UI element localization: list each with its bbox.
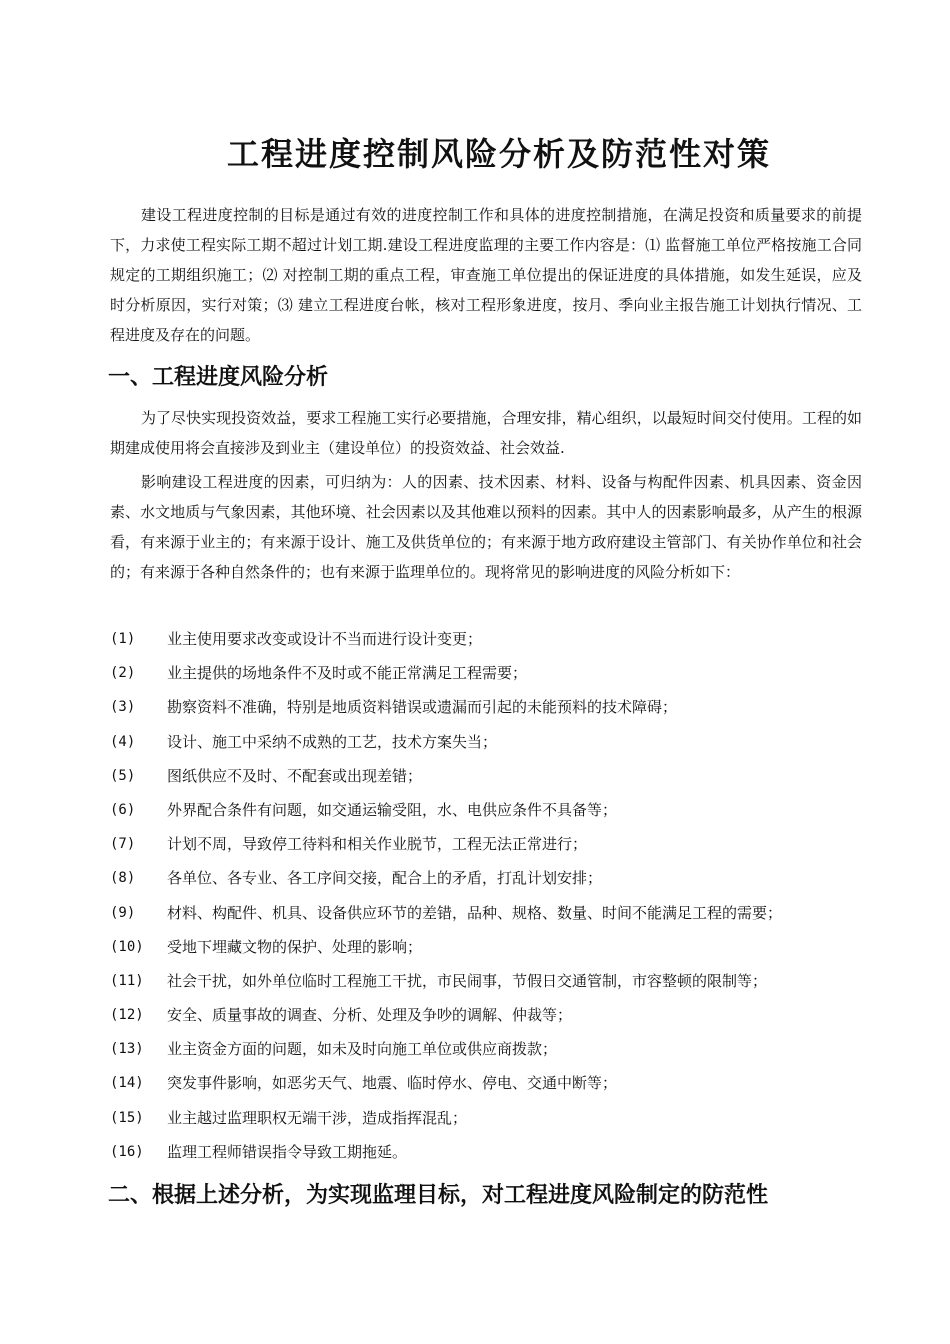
list-item: [110, 829, 862, 863]
list-item: [110, 727, 862, 761]
list-item: [110, 795, 862, 829]
list-item-text: 计划不周，导致停工待料和相关作业脱节，工程无法正常进行；: [167, 835, 588, 854]
list-item-number: (15): [110, 1109, 144, 1126]
list-item-text: 业主提供的场地条件不及时或不能正常满足工程需要；: [167, 664, 528, 683]
list-item: [110, 761, 862, 795]
list-item-text: 业主越过监理职权无端干涉，造成指挥混乱；: [167, 1108, 468, 1127]
list-item: [110, 1137, 862, 1171]
list-item-text: 突发事件影响，如恶劣天气、地震、临时停水、停电、交通中断等；: [167, 1074, 618, 1093]
list-item: [110, 624, 862, 658]
list-item: [110, 1068, 862, 1102]
list-item-number: (5): [110, 767, 136, 784]
list-item-number: (8): [110, 870, 136, 887]
list-item-number: (10): [110, 938, 144, 955]
list-item-text: 外界配合条件有问题，如交通运输受阻，水、电供应条件不具备等；: [167, 800, 618, 819]
list-item-text: 安全、质量事故的调查、分析、处理及争吵的调解、仲裁等；: [167, 1006, 573, 1025]
list-item-text: 社会干扰，如外单位临时工程施工干扰，市民闹事，节假日交通管制，市容整顿的限制等；: [167, 971, 768, 990]
list-item-number: (14): [110, 1075, 144, 1092]
list-item-text: 业主使用要求改变或设计不当而进行设计变更；: [167, 630, 483, 648]
list-item-text: 各单位、各专业、各工序间交接，配合上的矛盾，打乱计划安排；: [167, 869, 603, 888]
intro-block: [110, 200, 862, 350]
list-item-number: (3): [110, 699, 136, 716]
list-item-text: 材料、构配件、机具、设备供应环节的差错，品种、规格、数量、时间不能满足工程的需要；: [167, 903, 783, 922]
list-item-number: (9): [110, 904, 136, 921]
list-item: [110, 692, 862, 726]
section1-body: [110, 403, 862, 587]
list-item-text: 监理工程师错误指令导致工期拖延。: [167, 1142, 408, 1161]
list-item-number: (1): [110, 631, 136, 647]
list-item-number: (13): [110, 1041, 144, 1058]
list-item-number: (12): [110, 1007, 144, 1024]
list-item-text: 设计、施工中采纳不成熟的工艺，技术方案失当；: [167, 732, 498, 751]
document-title: 工程进度控制风险分析及防范性对策: [226, 135, 771, 173]
section1-paragraph-2: 影响建设工程进度的因素，可归纳为：人的因素、技术因素、材料、设备与构配件因素、机具因素、资金因素、水文地质与气象因素，其他环境、社会因素以及其他难以预料的因素。其中人的因素影响最多，从产生的根源看，有来源于业主的；有来源于设计、施工及供货单位的；有来源于地方政府建设主管部门、有关协作单位和社会的；有来源于各种自然条件的；也有来源于监理单位的。现将常见的影响进度的风险分析如下：: [110, 473, 862, 581]
section1-paragraph-1: 为了尽快实现投资效益，要求工程施工实行必要措施，合理安排，精心组织，以最短时间交付使用。工程的如期建成使用将会直接涉及到业主（建设单位）的投资效益、社会效益.: [110, 409, 862, 457]
list-item-number: (16): [110, 1143, 144, 1160]
list-item-text: 业主资金方面的问题，如未及时向施工单位或供应商拨款；: [167, 1040, 558, 1059]
list-item: [110, 966, 862, 1000]
list-item: [110, 1034, 862, 1068]
risk-factor-list: [110, 624, 862, 1171]
list-item-number: (11): [110, 972, 144, 989]
list-item: [110, 658, 862, 692]
list-item-text: 受地下埋藏文物的保护、处理的影响；: [167, 937, 423, 956]
list-item-text: 图纸供应不及时、不配套或出现差错；: [167, 766, 423, 785]
list-item-number: (4): [110, 733, 136, 750]
list-item-number: (2): [110, 665, 136, 682]
list-item: [110, 863, 862, 897]
list-item: [110, 1103, 862, 1137]
list-item: [110, 932, 862, 966]
section-heading-countermeasures: 二、根据上述分析，为实现监理目标，对工程进度风险制定的防范性: [108, 1182, 769, 1208]
list-item-number: (6): [110, 801, 136, 818]
intro-paragraph: 建设工程进度控制的目标是通过有效的进度控制工作和具体的进度控制措施，在满足投资和质量要求的前提下，力求使工程实际工期不超过计划工期.建设工程进度监理的主要工作内容是：⑴ 监督施工单位严格按施工合同规定的工期组织施工；⑵ 对控制工期的重点工程，审查施工单位提出的保证进度的具体措施，如发生延误，应及时分析原因，实行对策；⑶ 建立工程进度台帐，核对工程形象进度，按月、季向业主报告施工计划执行情况、工程进度及存在的问题。: [110, 206, 862, 344]
list-item: [110, 898, 862, 932]
list-item: [110, 1000, 862, 1034]
list-item-number: (7): [110, 836, 136, 853]
section-heading-risk-analysis: 一、工程进度风险分析: [108, 364, 329, 390]
list-item-text: 勘察资料不准确，特别是地质资料错误或遗漏而引起的未能预料的技术障碍；: [167, 698, 678, 717]
